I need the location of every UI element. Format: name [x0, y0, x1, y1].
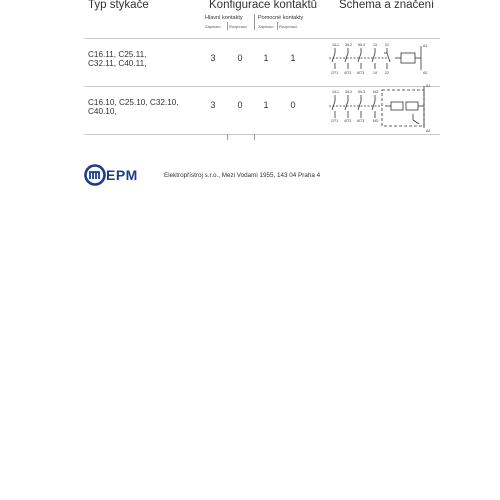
main-no-header: Zapínací	[205, 24, 221, 29]
header-divider	[254, 14, 255, 30]
main-nc-count: 0	[237, 53, 243, 63]
contact-symbol	[372, 48, 375, 69]
contact-symbol	[332, 48, 335, 69]
terminal-label: A2	[423, 71, 428, 75]
type-line: C16.11, C25.11,	[88, 50, 147, 59]
table-row	[88, 50, 146, 68]
terminal-label: 4/T2	[344, 119, 352, 123]
terminal-label: 6/T3	[357, 71, 365, 75]
terminal-label: 2/T1	[331, 71, 339, 75]
terminal-label: 6/T3	[357, 119, 365, 123]
header-divider	[277, 22, 278, 30]
terminal-label: 14	[373, 71, 377, 75]
logo-emblem-icon	[84, 164, 106, 186]
terminal-label: A1	[426, 84, 431, 88]
coil-symbol	[406, 102, 418, 110]
main-no-count: 3	[210, 53, 216, 63]
coil-symbol	[391, 102, 403, 110]
contact-symbol	[372, 95, 375, 118]
contact-symbol	[358, 95, 361, 118]
coil-symbol	[401, 53, 415, 63]
contact-symbol	[345, 48, 348, 69]
logo-wordmark: EPM	[106, 167, 138, 183]
terminal-label: 4/T2	[344, 71, 352, 75]
terminal-label: 22	[385, 71, 389, 75]
main-nc-header: Rozpínací	[229, 24, 248, 29]
terminal-label: 5/L3	[358, 43, 365, 47]
wiring-diagram-row2	[325, 80, 440, 134]
wiring-diagram-row1	[325, 38, 440, 78]
terminal-label: 13	[373, 43, 377, 47]
contact-symbol	[345, 95, 348, 118]
terminal-label: 1/L1	[332, 90, 339, 94]
type-column-header: Typ stykače	[88, 0, 149, 11]
contact-symbol	[358, 48, 361, 69]
terminal-label: 1/L1	[332, 43, 339, 47]
terminal-label: NO	[373, 119, 379, 123]
type-line: C16.10, C25.10, C32.10,	[88, 98, 179, 107]
terminal-label: NO	[373, 90, 379, 94]
aux-no-header: Zapínací	[258, 24, 274, 29]
terminal-label: 5/L3	[358, 90, 365, 94]
aux-nc-count: 0	[290, 100, 296, 110]
aux-nc-count: 1	[290, 53, 296, 63]
terminal-label: 2/T1	[331, 119, 339, 123]
aux-nc-header: Rozpínací	[279, 24, 298, 29]
terminal-label: A2	[426, 129, 431, 133]
terminal-label: 3/L2	[345, 90, 352, 94]
aux-no-count: 1	[263, 100, 269, 110]
contact-symbol	[332, 95, 335, 118]
company-address: Elektropřístroj s.r.o., Mezi Vodami 1955, 143 04 Praha 4	[164, 172, 321, 179]
main-no-count: 3	[210, 100, 216, 110]
main-contacts-header: Hlavní kontakty	[205, 15, 243, 21]
diagram-column-header: Schema a značení	[339, 0, 435, 11]
type-line: C32.11, C40.11,	[88, 59, 147, 68]
main-nc-count: 0	[237, 100, 243, 110]
header-divider	[227, 22, 228, 30]
terminal-label: A1	[423, 44, 428, 48]
terminal-label: 3/L2	[345, 43, 352, 47]
contact-symbol	[384, 48, 390, 69]
aux-no-count: 1	[263, 53, 269, 63]
table-tick	[227, 134, 228, 140]
table-divider	[84, 134, 440, 135]
table-tick	[254, 134, 255, 140]
config-column-header: Konfigurace kontaktů	[209, 0, 318, 11]
aux-contacts-header: Pomocné kontakty	[258, 15, 304, 21]
type-line: C40.10,	[88, 107, 117, 116]
table-row	[88, 98, 179, 116]
terminal-label: 21	[385, 43, 389, 47]
